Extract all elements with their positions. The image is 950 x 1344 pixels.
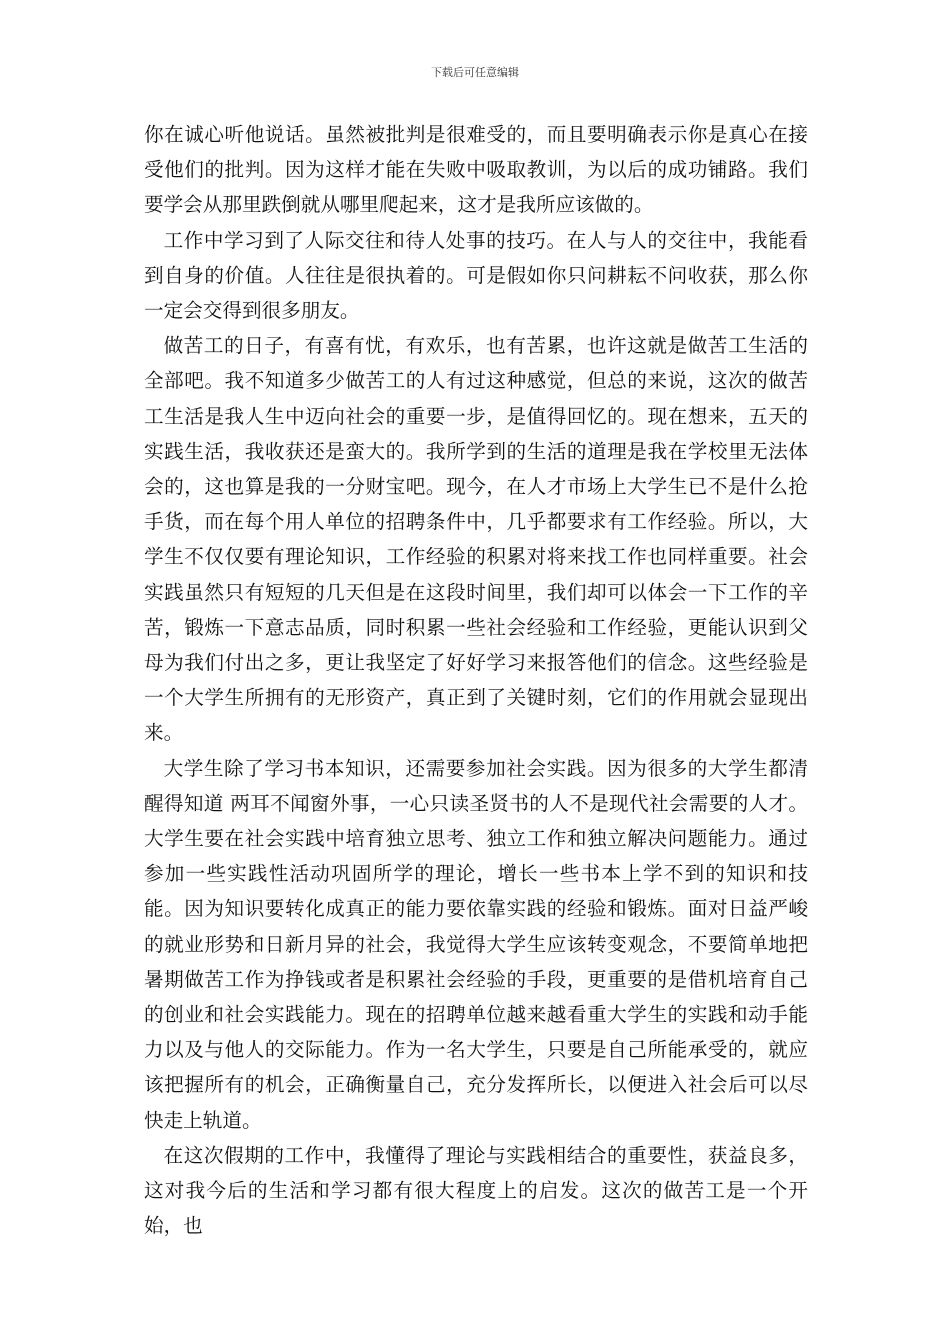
paragraph-4: 大学生除了学习书本知识，还需要参加社会实践。因为很多的大学生都清醒得知道 两耳不闻窗外事，一心只读圣贤书的人不是现代社会需要的人才。大学生要在社会实践中培育独立思考、独立工作和独立解决问题能力。通过参加一些实践性活动巩固所学的理论，增长一些书本上学不到的知识和技能。因为知识要转化成真正的能力要依靠实践的经验和锻炼。面对日益严峻的就业形势和日新月异的社会，我觉得大学生应该转变观念，不要简单地把暑期做苦工作为挣钱或者是积累社会经验的手段，更重要的是借机培育自己的创业和社会实践能力。现在的招聘单位越来越看重大学生的实践和动手能力以及与他人的交际能力。作为一名大学生，只要是自己所能承受的，就应该把握所有的机会，正确衡量自己，充分发挥所长，以便进入社会后可以尽快走上轨道。 (144, 756, 808, 1132)
page-header: 下载后可任意编辑 (431, 66, 519, 79)
document-body (144, 117, 808, 1244)
paragraph-5: 在这次假期的工作中，我懂得了理论与实践相结合的重要性，获益良多，这对我今后的生活和学习都有很大程度上的启发。这次的做苦工是一个开始，也 (144, 1143, 808, 1238)
paragraph-2: 工作中学习到了人际交往和待人处事的技巧。在人与人的交往中，我能看到自身的价值。人往往是很执着的。可是假如你只问耕耘不问收获，那么你一定会交得到很多朋友。 (144, 228, 808, 323)
paragraph-3: 做苦工的日子，有喜有忧，有欢乐，也有苦累，也许这就是做苦工生活的全部吧。我不知道多少做苦工的人有过这种感觉，但总的来说，这次的做苦工生活是我人生中迈向社会的重要一步，是值得回忆的。现在想来，五天的实践生活，我收获还是蛮大的。我所学到的生活的道理是我在学校里无法体会的，这也算是我的一分财宝吧。现今，在人才市场上大学生已不是什么抢手货，而在每个用人单位的招聘条件中，几乎都要求有工作经验。所以，大学生不仅仅要有理论知识，工作经验的积累对将来找工作也同样重要。社会实践虽然只有短短的几天但是在这段时间里，我们却可以体会一下工作的辛苦，锻炼一下意志品质，同时积累一些社会经验和工作经验，更能认识到父母为我们付出之多，更让我坚定了好好学习来报答他们的信念。这些经验是一个大学生所拥有的无形资产，真正到了关键时刻，它们的作用就会显现出来。 (144, 334, 808, 745)
paragraph-1: 你在诚心听他说话。虽然被批判是很难受的，而且要明确表示你是真心在接受他们的批判。因为这样才能在失败中吸取教训，为以后的成功铺路。我们要学会从那里跌倒就从哪里爬起来，这才是我所应该做的。 (144, 123, 808, 217)
